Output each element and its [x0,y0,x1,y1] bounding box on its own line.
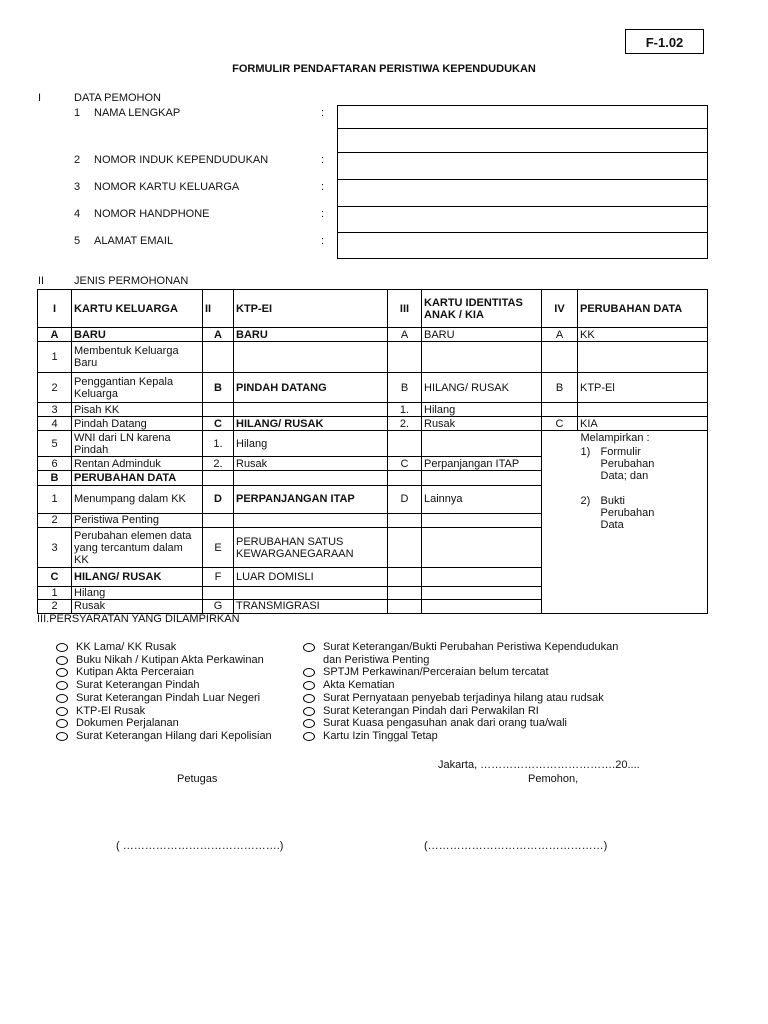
table-cell: 2 [38,373,72,403]
table-cell[interactable]: WNI dari LN karena Pindah [72,431,203,457]
table-cell [422,431,542,457]
table-cell[interactable]: Pisah KK [72,403,203,417]
requirement-option[interactable] [56,679,272,692]
requirement-label: Surat Keterangan/Bukti Perubahan Peristiwa Kependudukan [323,641,619,653]
table-cell: 2 [38,599,72,613]
table-cell: D [203,485,234,513]
table-cell[interactable]: Perubahan elemen data yang tercantum dalam KK [72,528,203,568]
table-cell [388,471,422,485]
requirement-option[interactable] [303,692,618,705]
field-num-name: 1 [74,107,81,119]
table-cell[interactable]: Perpanjangan ITAP [422,457,542,471]
requirements-right-list [303,641,618,743]
applicant-label: Pemohon, [528,773,579,785]
table-cell: 2. [388,417,422,431]
table-cell[interactable]: Menumpang dalam KK [72,485,203,513]
phone-field[interactable] [338,206,707,207]
table-cell[interactable]: Rentan Adminduk [72,457,203,471]
place-date[interactable]: Jakarta, ……………………………….20.... [438,759,640,771]
section1-number: I [38,92,42,104]
radio-circle-icon[interactable] [303,643,315,652]
requirement-continuation [303,654,618,667]
radio-circle-icon[interactable] [56,656,68,665]
field-label-name: NAMA LENGKAP [94,107,181,119]
table-cell[interactable]: Rusak [422,417,542,431]
table-row [38,431,708,457]
radio-circle-icon[interactable] [303,694,315,703]
section1-title: DATA PEMOHON [74,92,161,104]
table-cell [388,568,422,586]
attachment-item: Formulir Perubahan Data; dan [600,446,655,482]
table-cell: 3 [38,528,72,568]
table-cell: A [203,328,234,342]
table-cell[interactable]: HILANG/ RUSAK [234,417,388,431]
radio-circle-icon[interactable] [56,719,68,728]
field-num-phone: 4 [74,208,81,220]
table-cell[interactable]: Rusak [234,457,388,471]
table-cell: C [203,417,234,431]
table-cell: 1 [38,485,72,513]
field-label-kk: NOMOR KARTU KELUARGA [94,181,240,193]
requirement-label: KTP-El Rusak [76,704,146,717]
table-cell[interactable]: Pindah Datang [72,417,203,431]
section2-title: JENIS PERMOHONAN [74,275,189,287]
table-cell [422,586,542,599]
requirement-label: Surat Keterangan Pindah Luar Negeri [76,691,261,704]
field-label-nik: NOMOR INDUK KEPENDUDUKAN [94,154,269,166]
requirement-option[interactable] [56,666,272,679]
table-cell [422,471,542,485]
table-cell: F [203,568,234,586]
attachment-title: Melampirkan : [580,432,650,444]
table-cell[interactable]: KTP-El [578,373,708,403]
officer-label: Petugas [177,773,218,785]
requirement-option[interactable] [303,730,618,743]
requirement-option[interactable] [303,666,618,679]
colon: : [321,235,325,247]
requirement-label: Buku Nikah / Kutipan Akta Perkawinan [76,653,264,666]
table-cell[interactable]: PERPANJANGAN ITAP [234,485,388,513]
radio-circle-icon[interactable] [303,681,315,690]
table-cell[interactable]: PERUBAHAN DATA [72,471,203,485]
header-cell: KARTU KELUARGA [72,290,203,328]
table-cell: 1. [388,403,422,417]
table-cell[interactable]: HILANG/ RUSAK [72,568,203,586]
requirement-option[interactable] [56,705,272,718]
requirement-label: Surat Pernyataan penyebab terjadinya hilang atau rudsak [323,691,604,704]
requirements-left-list [56,641,272,743]
table-cell[interactable]: BARU [422,328,542,342]
requirement-label: Kutipan Akta Perceraian [76,666,195,679]
table-cell: G [203,599,234,613]
section3-title: III.PERSYARATAN YANG DILAMPIRKAN [37,613,240,625]
table-cell: 1 [38,342,72,373]
table-cell [203,471,234,485]
table-cell[interactable]: Lainnya [422,485,542,513]
requirement-label: Dokumen Perjalanan [76,717,179,730]
field-label-email: ALAMAT EMAIL [94,235,174,247]
form-code: F-1.02 [625,29,704,54]
table-row [38,328,708,342]
applicant-data-box [337,105,708,259]
table-cell: C [388,457,422,471]
requirement-label: Akta Kematian [323,679,395,692]
requirement-option[interactable] [56,692,272,705]
table-cell: 1. [203,431,234,457]
field-label-phone: NOMOR HANDPHONE [94,208,210,220]
table-cell: C [542,417,578,431]
table-cell: A [38,328,72,342]
requirement-label: Surat Keterangan Hilang dari Kepolisian [76,729,272,742]
field-num-kk: 3 [74,181,81,193]
table-cell: 2. [203,457,234,471]
colon: : [321,181,325,193]
requirement-label: Surat Keterangan Pindah [76,679,200,692]
table-cell [203,586,234,599]
table-cell[interactable]: Peristiwa Penting [72,513,203,527]
attachment-num: 2) [580,495,591,507]
radio-circle-icon[interactable] [303,732,315,741]
table-cell [578,403,708,417]
table-row [38,373,708,403]
email-field[interactable] [338,232,707,233]
table-cell [388,513,422,527]
table-cell [422,568,542,586]
requirement-label: dan Peristiwa Penting [323,653,430,666]
table-cell: 6 [38,457,72,471]
table-cell: B [542,373,578,403]
table-cell[interactable]: Penggantian Kepala Keluarga [72,373,203,403]
header-cell: IV [542,290,578,328]
header-cell: III [388,290,422,328]
attachment-num: 1) [580,446,591,458]
requirement-option[interactable] [56,730,272,743]
radio-circle-icon[interactable] [303,719,315,728]
radio-circle-icon[interactable] [303,668,315,677]
requirement-option[interactable] [303,717,618,730]
requirement-option[interactable] [303,705,618,718]
table-cell [578,342,708,373]
table-cell [422,599,542,613]
table-cell: A [542,328,578,342]
table-cell [388,342,422,373]
field-num-nik: 2 [74,154,81,166]
table-cell[interactable]: KK [578,328,708,342]
table-cell: 5 [38,431,72,457]
table-cell[interactable]: HILANG/ RUSAK [422,373,542,403]
table-cell [234,342,388,373]
requirement-option[interactable] [303,641,618,654]
radio-circle-icon[interactable] [56,694,68,703]
table-cell [542,342,578,373]
table-cell [388,431,422,457]
radio-circle-icon[interactable] [56,732,68,741]
table-cell[interactable]: KIA [578,417,708,431]
attachment-item: Bukti Perubahan Data [600,495,655,531]
table-cell[interactable]: PERUBAHAN SATUS KEWARGANEGARAAN [234,528,388,568]
table-cell [234,403,388,417]
radio-circle-icon[interactable] [56,668,68,677]
table-cell: A [388,328,422,342]
radio-circle-icon[interactable] [56,643,68,652]
table-cell: B [388,373,422,403]
table-cell[interactable]: Hilang [72,586,203,599]
table-cell [422,342,542,373]
header-cell: I [38,290,72,328]
table-cell [203,513,234,527]
table-cell: 1 [38,586,72,599]
table-cell [388,528,422,568]
table-cell: C [38,568,72,586]
applicant-name-line[interactable]: (…………………………………………) [424,840,608,852]
application-type-table [37,289,708,614]
radio-circle-icon[interactable] [303,707,315,716]
table-cell [234,471,388,485]
colon: : [321,107,325,119]
requirement-option[interactable] [56,717,272,730]
table-header-row [38,290,708,328]
field-num-email: 5 [74,235,81,247]
header-cell: KARTU IDENTITAS ANAK / KIA [422,290,542,328]
table-cell [234,513,388,527]
requirement-label: Surat Kuasa pengasuhan anak dari orang tua/wali [323,717,568,730]
kk-field[interactable] [338,179,707,180]
requirement-label: Surat Keterangan Pindah dari Perwakilan RI [323,704,539,717]
table-row [38,403,708,417]
table-cell[interactable]: BARU [72,328,203,342]
requirement-option[interactable] [56,641,272,654]
table-cell [203,403,234,417]
table-cell[interactable]: PINDAH DATANG [234,373,388,403]
form-title: FORMULIR PENDAFTARAN PERISTIWA KEPENDUDUKAN [232,63,536,75]
table-cell[interactable]: Hilang [234,431,388,457]
table-cell: B [203,373,234,403]
requirement-label: Kartu Izin Tinggal Tetap [323,729,438,742]
section2-number: II [38,275,45,287]
table-cell[interactable]: Rusak [72,599,203,613]
table-cell: 4 [38,417,72,431]
table-cell[interactable]: LUAR DOMISLI [234,568,388,586]
name-line-2 [338,128,707,129]
requirement-option[interactable] [56,654,272,667]
header-cell: PERUBAHAN DATA [578,290,708,328]
requirement-label: KK Lama/ KK Rusak [76,641,177,653]
table-cell: 2 [38,513,72,527]
officer-name-line[interactable]: ( …………………………………….) [116,840,284,852]
table-cell [388,586,422,599]
requirement-option[interactable] [303,679,618,692]
table-cell: E [203,528,234,568]
colon: : [321,154,325,166]
header-cell: KTP-EI [234,290,388,328]
table-cell: B [38,471,72,485]
nik-field[interactable] [338,152,707,153]
table-cell: 3 [38,403,72,417]
table-cell[interactable]: Hilang [422,403,542,417]
table-row [38,342,708,373]
radio-circle-icon[interactable] [56,707,68,716]
table-cell [388,599,422,613]
header-cell: II [203,290,234,328]
table-cell [422,513,542,527]
table-cell [422,528,542,568]
radio-circle-icon[interactable] [56,681,68,690]
table-row [38,417,708,431]
table-cell [203,342,234,373]
table-cell: D [388,485,422,513]
table-cell[interactable]: Membentuk Keluarga Baru [72,342,203,373]
table-cell[interactable]: TRANSMIGRASI [234,599,388,613]
colon: : [321,208,325,220]
table-cell [542,431,578,614]
table-cell [234,586,388,599]
table-cell [542,403,578,417]
requirement-label: SPTJM Perkawinan/Perceraian belum tercatat [323,666,549,679]
attachment-note [578,431,708,614]
table-cell[interactable]: BARU [234,328,388,342]
